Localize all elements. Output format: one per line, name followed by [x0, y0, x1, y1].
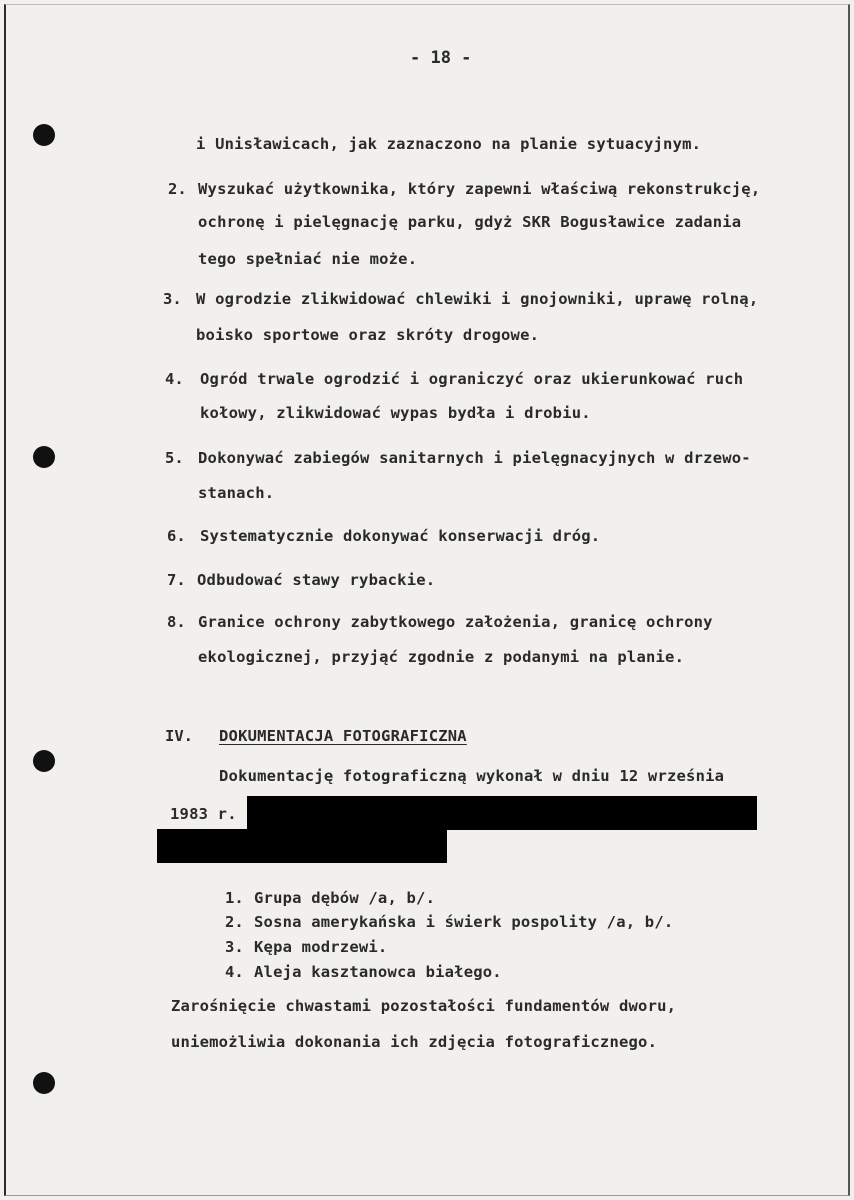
- item-line: tego spełniać nie może.: [198, 250, 418, 268]
- item-line: Odbudować stawy rybackie.: [197, 571, 436, 589]
- item-number: 8.: [167, 613, 186, 631]
- punch-hole: [33, 124, 55, 146]
- item-number: 7.: [167, 571, 186, 589]
- photo-number: 2.: [225, 913, 244, 931]
- section-number: IV.: [165, 727, 193, 745]
- closing-line: uniemożliwia dokonania ich zdjęcia fotograficznego.: [171, 1033, 658, 1051]
- item-line: Granice ochrony zabytkowego założenia, granicę ochrony: [198, 613, 713, 631]
- photo-number: 4.: [225, 963, 244, 981]
- photo-item: Aleja kasztanowca białego.: [254, 963, 502, 981]
- item-line: W ogrodzie zlikwidować chlewiki i gnojowniki, uprawę rolną,: [196, 290, 759, 308]
- punch-hole: [33, 1072, 55, 1094]
- section-intro: Dokumentację fotograficzną wykonał w dniu 12 września: [219, 767, 725, 785]
- page-number: - 18 -: [410, 48, 472, 68]
- item-number: 2.: [168, 180, 187, 198]
- punch-hole: [33, 750, 55, 772]
- punch-hole: [33, 446, 55, 468]
- item-line: Systematycznie dokonywać konserwacji dróg.: [200, 527, 601, 545]
- item-line: stanach.: [198, 484, 275, 502]
- redaction-bar: [157, 829, 447, 863]
- item-line: Ogród trwale ogrodzić i ograniczyć oraz ukierunkować ruch: [200, 370, 744, 388]
- section-intro: 1983 r.: [170, 805, 237, 823]
- item-line: boisko sportowe oraz skróty drogowe.: [196, 326, 540, 344]
- item-line: Dokonywać zabiegów sanitarnych i pielęgnacyjnych w drzewo-: [198, 449, 751, 467]
- photo-item: Kępa modrzewi.: [254, 938, 388, 956]
- item-line: ochronę i pielęgnację parku, gdyż SKR Bogusławice zadania: [198, 213, 742, 231]
- photo-item: Grupa dębów /a, b/.: [254, 889, 436, 907]
- section-title: DOKUMENTACJA FOTOGRAFICZNA: [219, 727, 467, 745]
- item-number: 3.: [163, 290, 182, 308]
- photo-item: Sosna amerykańska i świerk pospolity /a, b/.: [254, 913, 674, 931]
- photo-number: 1.: [225, 889, 244, 907]
- photo-number: 3.: [225, 938, 244, 956]
- item-line: Wyszukać użytkownika, który zapewni właściwą rekonstrukcję,: [198, 180, 761, 198]
- item-line: kołowy, zlikwidować wypas bydła i drobiu.: [200, 404, 591, 422]
- item-number: 5.: [165, 449, 184, 467]
- item-line: ekologicznej, przyjąć zgodnie z podanymi na planie.: [198, 648, 685, 666]
- item-number: 6.: [167, 527, 186, 545]
- redaction-bar: [247, 796, 757, 830]
- item-number: 4.: [165, 370, 184, 388]
- continuation-line: i Unisławicach, jak zaznaczono na planie sytuacyjnym.: [196, 135, 702, 153]
- closing-line: Zarośnięcie chwastami pozostałości fundamentów dworu,: [171, 997, 677, 1015]
